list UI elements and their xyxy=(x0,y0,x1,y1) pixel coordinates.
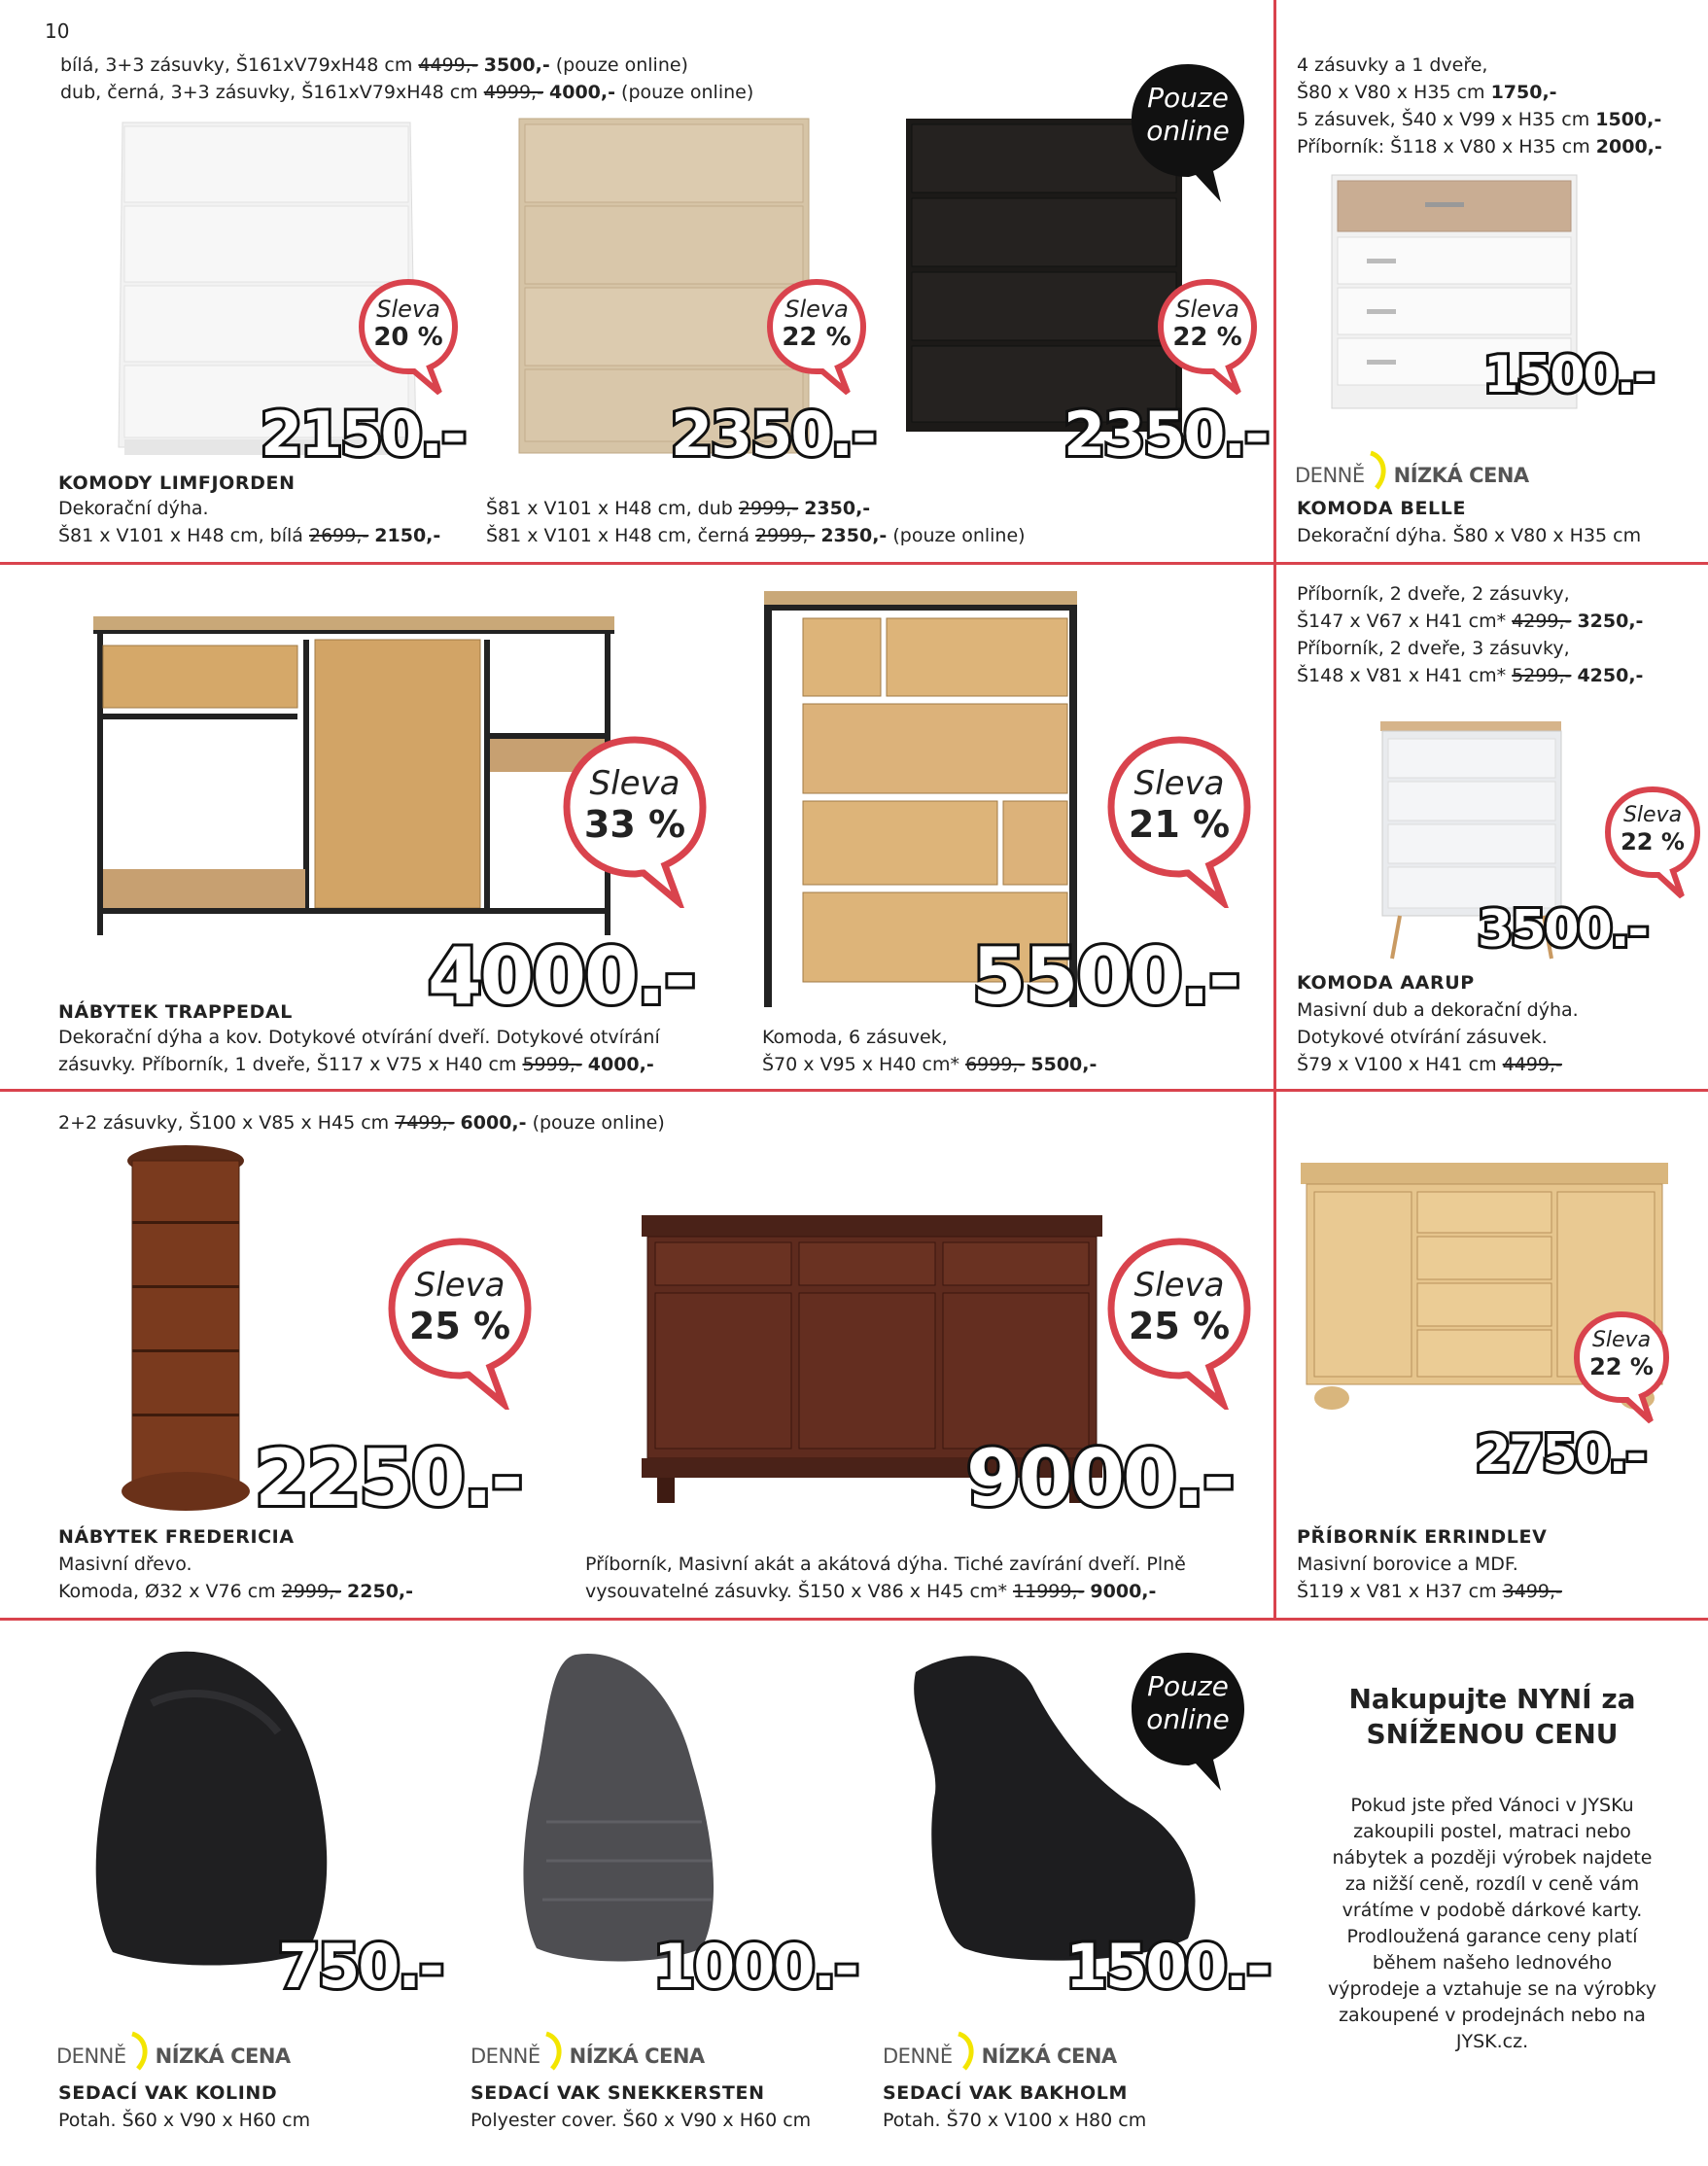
fredericia-title: NÁBYTEK FREDERICIA xyxy=(58,1526,295,1548)
aarup-line-3: Příborník, 2 dveře, 3 zásuvky, xyxy=(1297,638,1570,659)
price-bakholm: 1500.- xyxy=(1065,1931,1270,2002)
fredericia-desc-2: Komoda, Ø32 x V76 cm 2999,- 2250,- xyxy=(58,1581,414,1602)
online-only-badge-bakholm: Pouze online xyxy=(1128,1649,1248,1795)
bakholm-desc: Potah. Š70 x V100 x H80 cm xyxy=(883,2110,1147,2131)
belle-line-4: Příborník: Š118 x V80 x H35 cm 2000,- xyxy=(1297,136,1662,157)
promo-body-line: vrátíme v podobě dárkové karty. xyxy=(1342,1900,1643,1921)
limfjorden-spec-white: Š81 x V101 x H48 cm, bílá 2699,- 2150,- xyxy=(58,525,441,546)
belle-line-3: 5 zásuvek, Š40 x V99 x H35 cm 1500,- xyxy=(1297,109,1662,130)
promo-body-line: zakoupené v prodejnách nebo na xyxy=(1339,2005,1646,2026)
belle-title: KOMODA BELLE xyxy=(1297,498,1467,519)
promo-heading-2: SNÍŽENOU CENU xyxy=(1366,1718,1619,1750)
errindlev-desc-2: Š119 x V81 x H37 cm 3499,- xyxy=(1297,1581,1562,1602)
promo-body-line: zakoupili postel, matraci nebo xyxy=(1353,1821,1631,1842)
row-divider-3 xyxy=(0,1618,1708,1621)
online-only-badge: Pouze online xyxy=(1128,60,1248,206)
trappedal-desc-2: zásuvky. Příborník, 1 dveře, Š117 x V75 x H40 cm 5999,- 4000,- xyxy=(58,1054,654,1075)
promo-body-line: během našeho lednového xyxy=(1372,1952,1613,1974)
limfjorden-desc: Dekorační dýha. xyxy=(58,498,209,519)
price-aarup: 3500.- xyxy=(1478,900,1648,959)
row-divider-2 xyxy=(0,1089,1708,1092)
komoda6-desc-1: Komoda, 6 zásuvek, xyxy=(762,1027,948,1048)
low-price-logo-bakholm: DENNĚ NÍZKÁ CENA xyxy=(883,2020,1117,2068)
price-errindlev: 2750.- xyxy=(1476,1425,1646,1484)
price-kolind: 750.- xyxy=(278,1931,442,2002)
sideboard-desc-2: vysouvatelné zásuvky. Š150 x V86 x H45 cm* 11999,- 9000,- xyxy=(585,1581,1157,1602)
limfjorden-variant-oak-black: dub, černá, 3+3 zásuvky, Š161xV79xH48 cm 4999,- 4000,- (pouze online) xyxy=(60,82,754,103)
belle-line-1: 4 zásuvky a 1 dveře, xyxy=(1297,54,1488,76)
price-guarantee-promo xyxy=(1283,1682,1701,2055)
sale-badge-sideboard: Sleva 25 % xyxy=(1106,1237,1252,1410)
aarup-line-1: Příborník, 2 dveře, 2 zásuvky, xyxy=(1297,583,1570,605)
sideboard-desc-1: Příborník, Masivní akát a akátová dýha. Tiché zavírání dveří. Plně xyxy=(585,1554,1186,1575)
belle-desc: Dekorační dýha. Š80 x V80 x H35 cm xyxy=(1297,525,1642,546)
bakholm-title: SEDACÍ VAK BAKHOLM xyxy=(883,2082,1129,2104)
snekkersten-beanbag-image xyxy=(507,1647,731,1968)
page-number: 10 xyxy=(45,19,70,43)
aarup-desc-3: Š79 x V100 x H41 cm 4499,- xyxy=(1297,1054,1562,1075)
row-divider-1 xyxy=(0,562,1708,565)
price-white: 2150.- xyxy=(261,399,465,470)
price-black: 2350.- xyxy=(1063,399,1268,470)
sale-badge-oak: Sleva 22 % xyxy=(766,278,867,397)
kolind-title: SEDACÍ VAK KOLIND xyxy=(58,2082,278,2104)
trappedal-sideboard-image xyxy=(89,612,618,939)
snekkersten-title: SEDACÍ VAK SNEKKERSTEN xyxy=(471,2082,765,2104)
sale-badge-komoda6: Sleva 21 % xyxy=(1106,735,1252,908)
snekkersten-desc: Polyester cover. Š60 x V90 x H60 cm xyxy=(471,2110,812,2131)
promo-body-line: Prodloužená garance ceny platí xyxy=(1346,1926,1638,1947)
price-komoda6: 5500.- xyxy=(972,931,1239,1022)
kolind-beanbag-image xyxy=(84,1645,338,1972)
sale-badge-white: Sleva 20 % xyxy=(358,278,459,397)
komoda6-desc-2: Š70 x V95 x H40 cm* 6999,- 5500,- xyxy=(762,1054,1098,1075)
trappedal-desc-1: Dekorační dýha a kov. Dotykové otvírání dveří. Dotykové otvírání xyxy=(58,1027,660,1048)
errindlev-title: PŘÍBORNÍK ERRINDLEV xyxy=(1297,1526,1548,1548)
aarup-desc-1: Masivní dub a dekorační dýha. xyxy=(1297,999,1579,1021)
aarup-title: KOMODA AARUP xyxy=(1297,972,1475,994)
low-price-logo-belle: DENNĚ NÍZKÁ CENA xyxy=(1295,439,1529,487)
aarup-line-4: Š148 x V81 x H41 cm* 5299,- 4250,- xyxy=(1297,665,1644,686)
belle-line-2: Š80 x V80 x H35 cm 1750,- xyxy=(1297,82,1557,103)
low-price-logo-kolind: DENNĚ NÍZKÁ CENA xyxy=(56,2020,291,2068)
fredericia-tower-image xyxy=(121,1143,251,1515)
limfjorden-title: KOMODY LIMFJORDEN xyxy=(58,472,296,494)
aarup-desc-2: Dotykové otvírání zásuvek. xyxy=(1297,1027,1548,1048)
fredericia-variant: 2+2 zásuvky, Š100 x V85 x H45 cm 7499,- 6000,- (pouze online) xyxy=(58,1112,665,1134)
aarup-line-2: Š147 x V67 x H41 cm* 4299,- 3250,- xyxy=(1297,611,1644,632)
column-divider xyxy=(1273,0,1276,1619)
promo-heading-1: Nakupujte NYNÍ za xyxy=(1348,1683,1636,1715)
promo-body-line: výprodeje a vztahuje se na výrobky xyxy=(1328,1978,1656,2000)
price-sideboard: 9000.- xyxy=(966,1433,1234,1523)
price-belle: 1500.- xyxy=(1483,346,1654,404)
promo-body-line: JYSK.cz. xyxy=(1455,2031,1529,2052)
limfjorden-variant-white: bílá, 3+3 zásuvky, Š161xV79xH48 cm 4499,- 3500,- (pouze online) xyxy=(60,54,688,76)
sale-badge-trappedal: Sleva 33 % xyxy=(562,735,708,908)
low-price-logo-snekkersten: DENNĚ NÍZKÁ CENA xyxy=(471,2020,705,2068)
limfjorden-spec-oak: Š81 x V101 x H48 cm, dub 2999,- 2350,- xyxy=(486,498,871,519)
promo-body-line: Pokud jste před Vánoci v JYSKu xyxy=(1350,1795,1634,1816)
kolind-desc: Potah. Š60 x V90 x H60 cm xyxy=(58,2110,311,2131)
price-oak: 2350.- xyxy=(671,399,875,470)
limfjorden-spec-black: Š81 x V101 x H48 cm, černá 2999,- 2350,- (pouze online) xyxy=(486,525,1026,546)
price-trappedal: 4000.- xyxy=(428,931,695,1022)
sale-badge-fredericia: Sleva 25 % xyxy=(387,1237,533,1410)
errindlev-desc-1: Masivní borovice a MDF. xyxy=(1297,1554,1518,1575)
price-fredericia: 2250.- xyxy=(255,1433,522,1523)
fredericia-desc-1: Masivní dřevo. xyxy=(58,1554,192,1575)
promo-body-line: nábytek a později výrobek najdete xyxy=(1332,1847,1653,1869)
sale-badge-aarup: Sleva 22 % xyxy=(1604,786,1701,900)
promo-body-line: za nižší ceně, rozdíl v ceně vám xyxy=(1344,1873,1640,1895)
trappedal-title: NÁBYTEK TRAPPEDAL xyxy=(58,1001,293,1023)
sale-badge-black: Sleva 22 % xyxy=(1157,278,1258,397)
sale-badge-errindlev: Sleva 22 % xyxy=(1573,1310,1670,1425)
price-snekkersten: 1000.- xyxy=(653,1931,857,2002)
